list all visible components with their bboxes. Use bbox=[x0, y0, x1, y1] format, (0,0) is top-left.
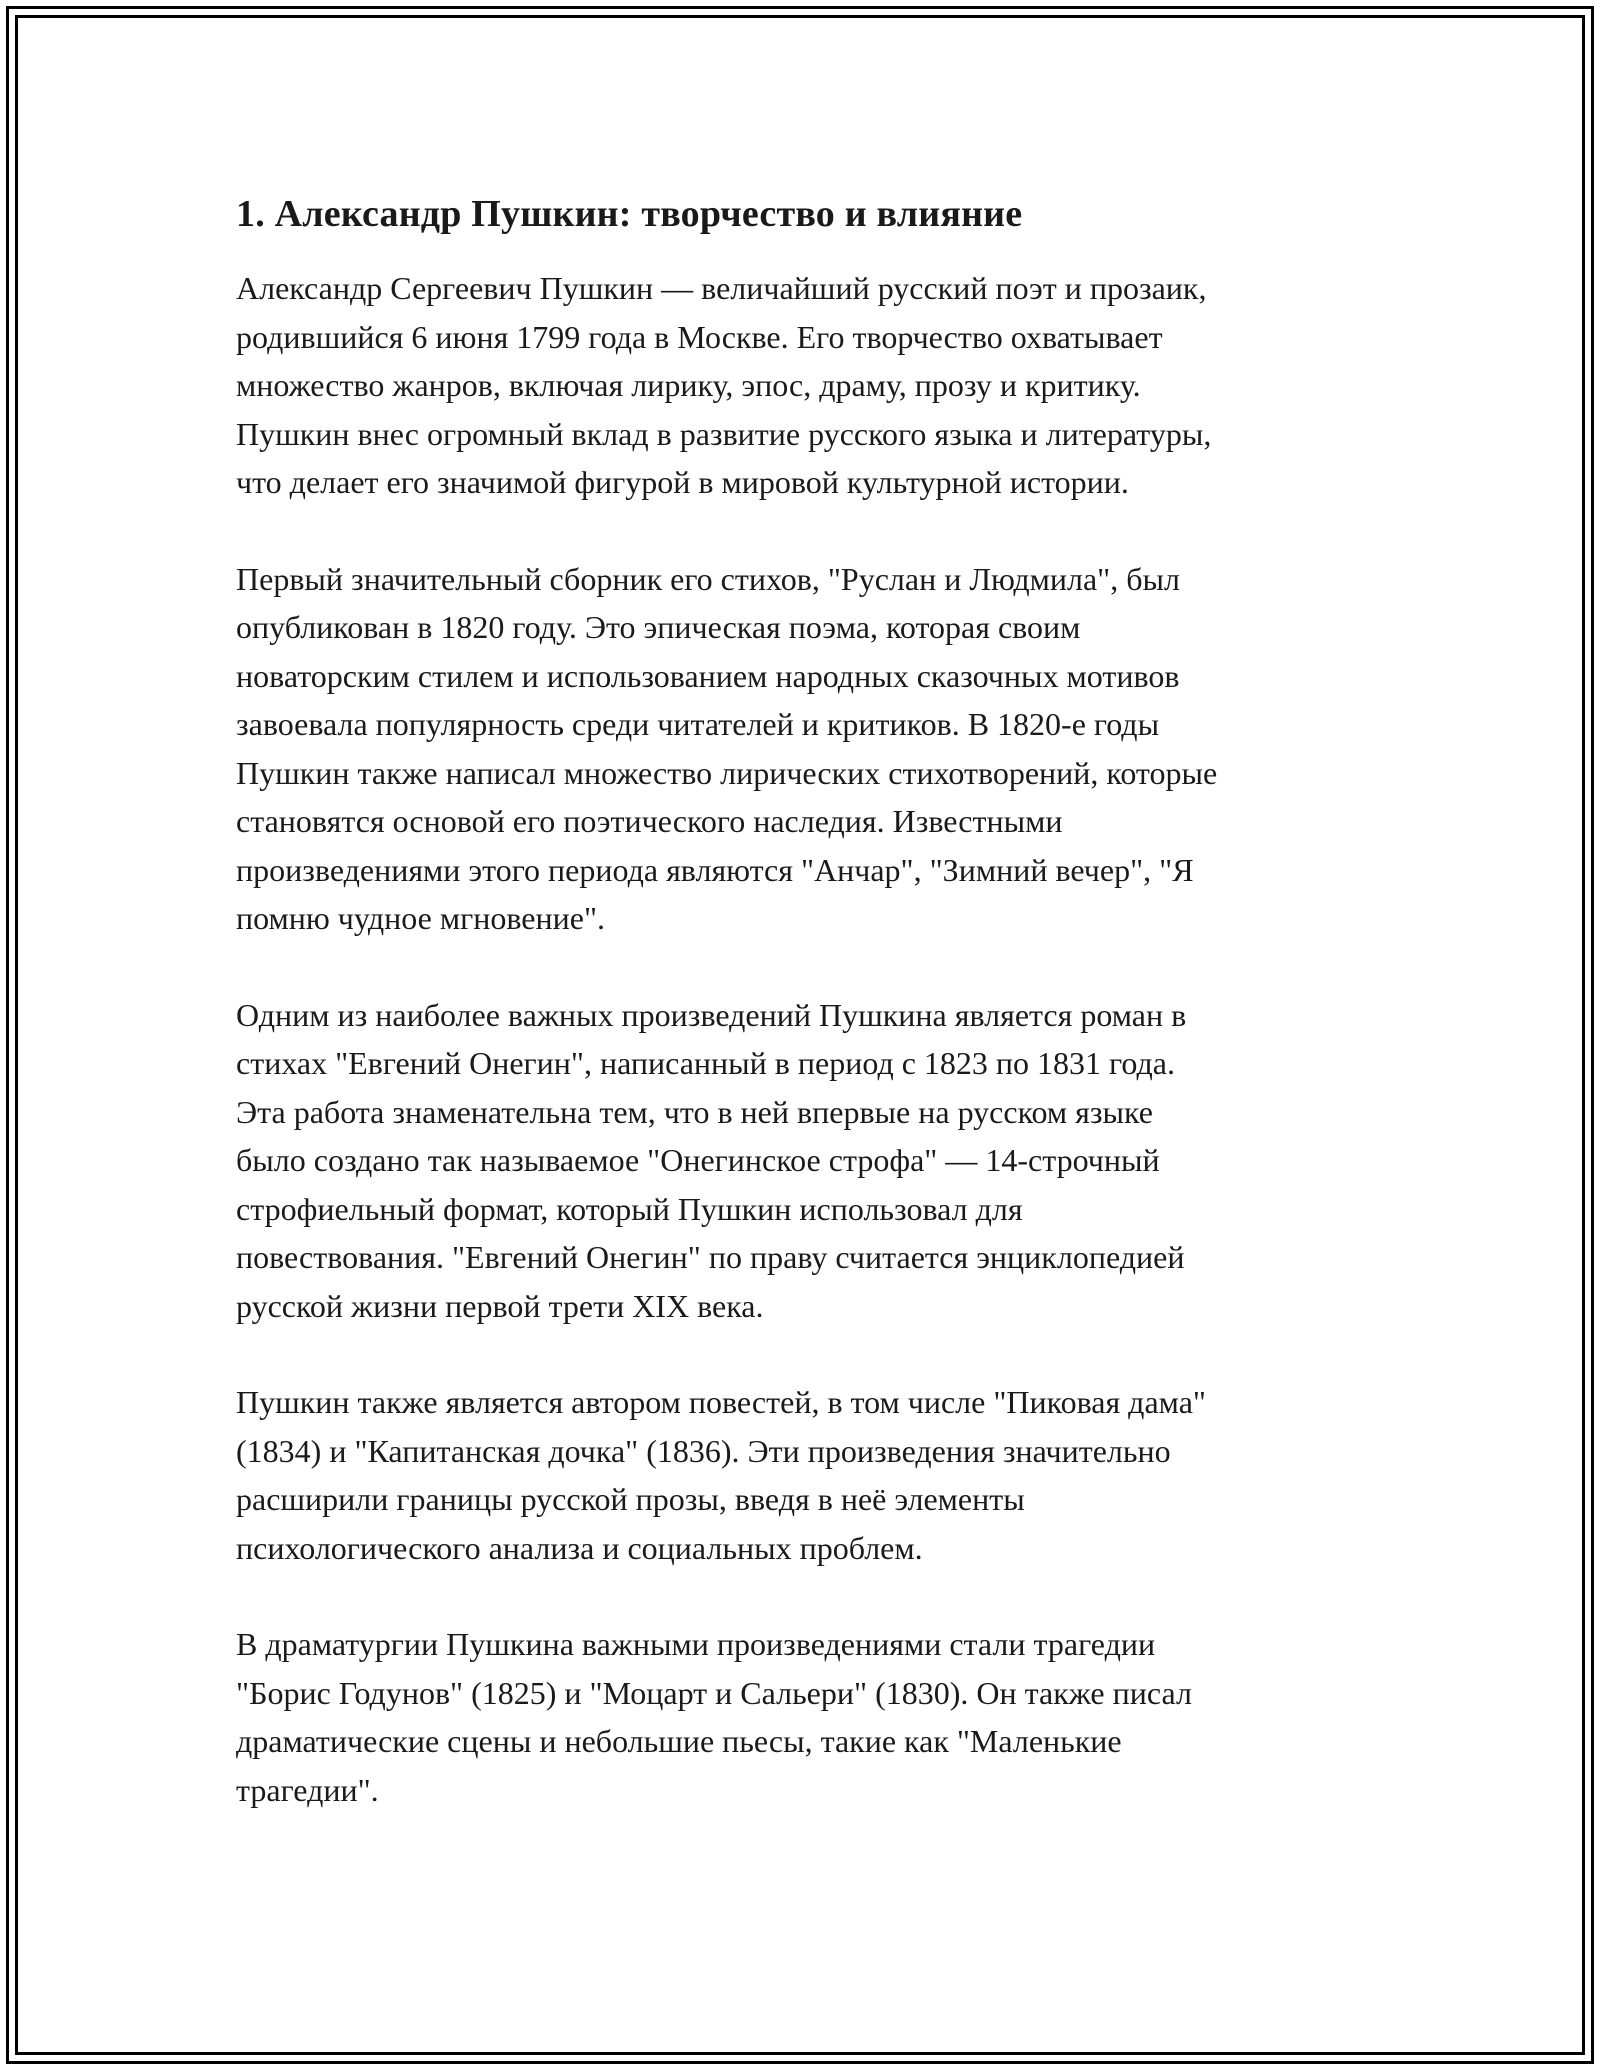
text-line: трагедии". bbox=[236, 1771, 379, 1808]
paragraph-evgeny-onegin bbox=[236, 991, 1396, 1331]
text-line: новаторским стилем и использованием народных сказочных мотивов bbox=[236, 657, 1180, 694]
text-line: драматические сцены и небольшие пьесы, такие как "Маленькие bbox=[236, 1723, 1122, 1759]
text-line: Пушкин также написал множество лирических стихотворений, которые bbox=[236, 754, 1218, 791]
text-line: помню чудное мгновение". bbox=[236, 900, 606, 936]
text-line: было создано так называемое "Онегинское строфа" — 14-строчный bbox=[236, 1142, 1160, 1178]
text-line: становятся основой его поэтического наследия. Известными bbox=[236, 803, 1063, 839]
text-line: Эта работа знаменательна тем, что в ней впервые на русском языке bbox=[236, 1093, 1153, 1130]
text-line: Одним из наиболее важных произведений Пушкина является роман в bbox=[236, 996, 1187, 1033]
text-line: Пушкин также является автором повестей, в том числе "Пиковая дама" bbox=[236, 1384, 1206, 1420]
paragraph-prose bbox=[236, 1378, 1396, 1572]
text-line: В драматургии Пушкина важными произведениями стали трагедии bbox=[236, 1626, 1156, 1662]
text-line: что делает его значимой фигурой в мировой культурной истории. bbox=[236, 464, 1129, 500]
text-line: повествования. "Евгений Онегин" по праву считается энциклопедией bbox=[236, 1239, 1185, 1275]
text-line: родившийся 6 июня 1799 года в Москве. Его творчество охватывает bbox=[236, 318, 1163, 355]
text-line: строфиельный формат, который Пушкин использовал для bbox=[236, 1190, 1023, 1227]
text-line: произведениями этого периода являются "Анчар", "Зимний вечер", "Я bbox=[236, 851, 1194, 888]
text-line: Пушкин внес огромный вклад в развитие русского языка и литературы, bbox=[236, 415, 1212, 452]
text-line: (1834) и "Капитанская дочка" (1836). Эти произведения значительно bbox=[236, 1432, 1171, 1469]
document-title: 1. Александр Пушкин: творчество и влияние bbox=[236, 193, 1023, 235]
text-line: завоевала популярность среди читателей и критиков. В 1820-е годы bbox=[236, 706, 1160, 742]
paragraph-intro bbox=[236, 264, 1396, 507]
text-line: Первый значительный сборник его стихов, "Руслан и Людмила", был bbox=[236, 560, 1180, 597]
text-line: опубликован в 1820 году. Это эпическая поэма, которая своим bbox=[236, 609, 1081, 645]
document-body bbox=[236, 186, 1396, 1862]
text-line: множество жанров, включая лирику, эпос, драму, прозу и критику. bbox=[236, 367, 1141, 403]
paragraph-drama bbox=[236, 1620, 1396, 1814]
text-line: стихах "Евгений Онегин", написанный в период с 1823 по 1831 года. bbox=[236, 1045, 1175, 1081]
text-line: Александр Сергеевич Пушкин — величайший русский поэт и прозаик, bbox=[236, 270, 1207, 306]
text-line: расширили границы русской прозы, введя в неё элементы bbox=[236, 1481, 1025, 1517]
text-line: психологического анализа и социальных проблем. bbox=[236, 1529, 923, 1566]
text-line: русской жизни первой трети XIX века. bbox=[236, 1287, 764, 1324]
paragraph-ruslan-lyudmila bbox=[236, 555, 1396, 943]
text-line: "Борис Годунов" (1825) и "Моцарт и Сальери" (1830). Он также писал bbox=[236, 1674, 1192, 1711]
